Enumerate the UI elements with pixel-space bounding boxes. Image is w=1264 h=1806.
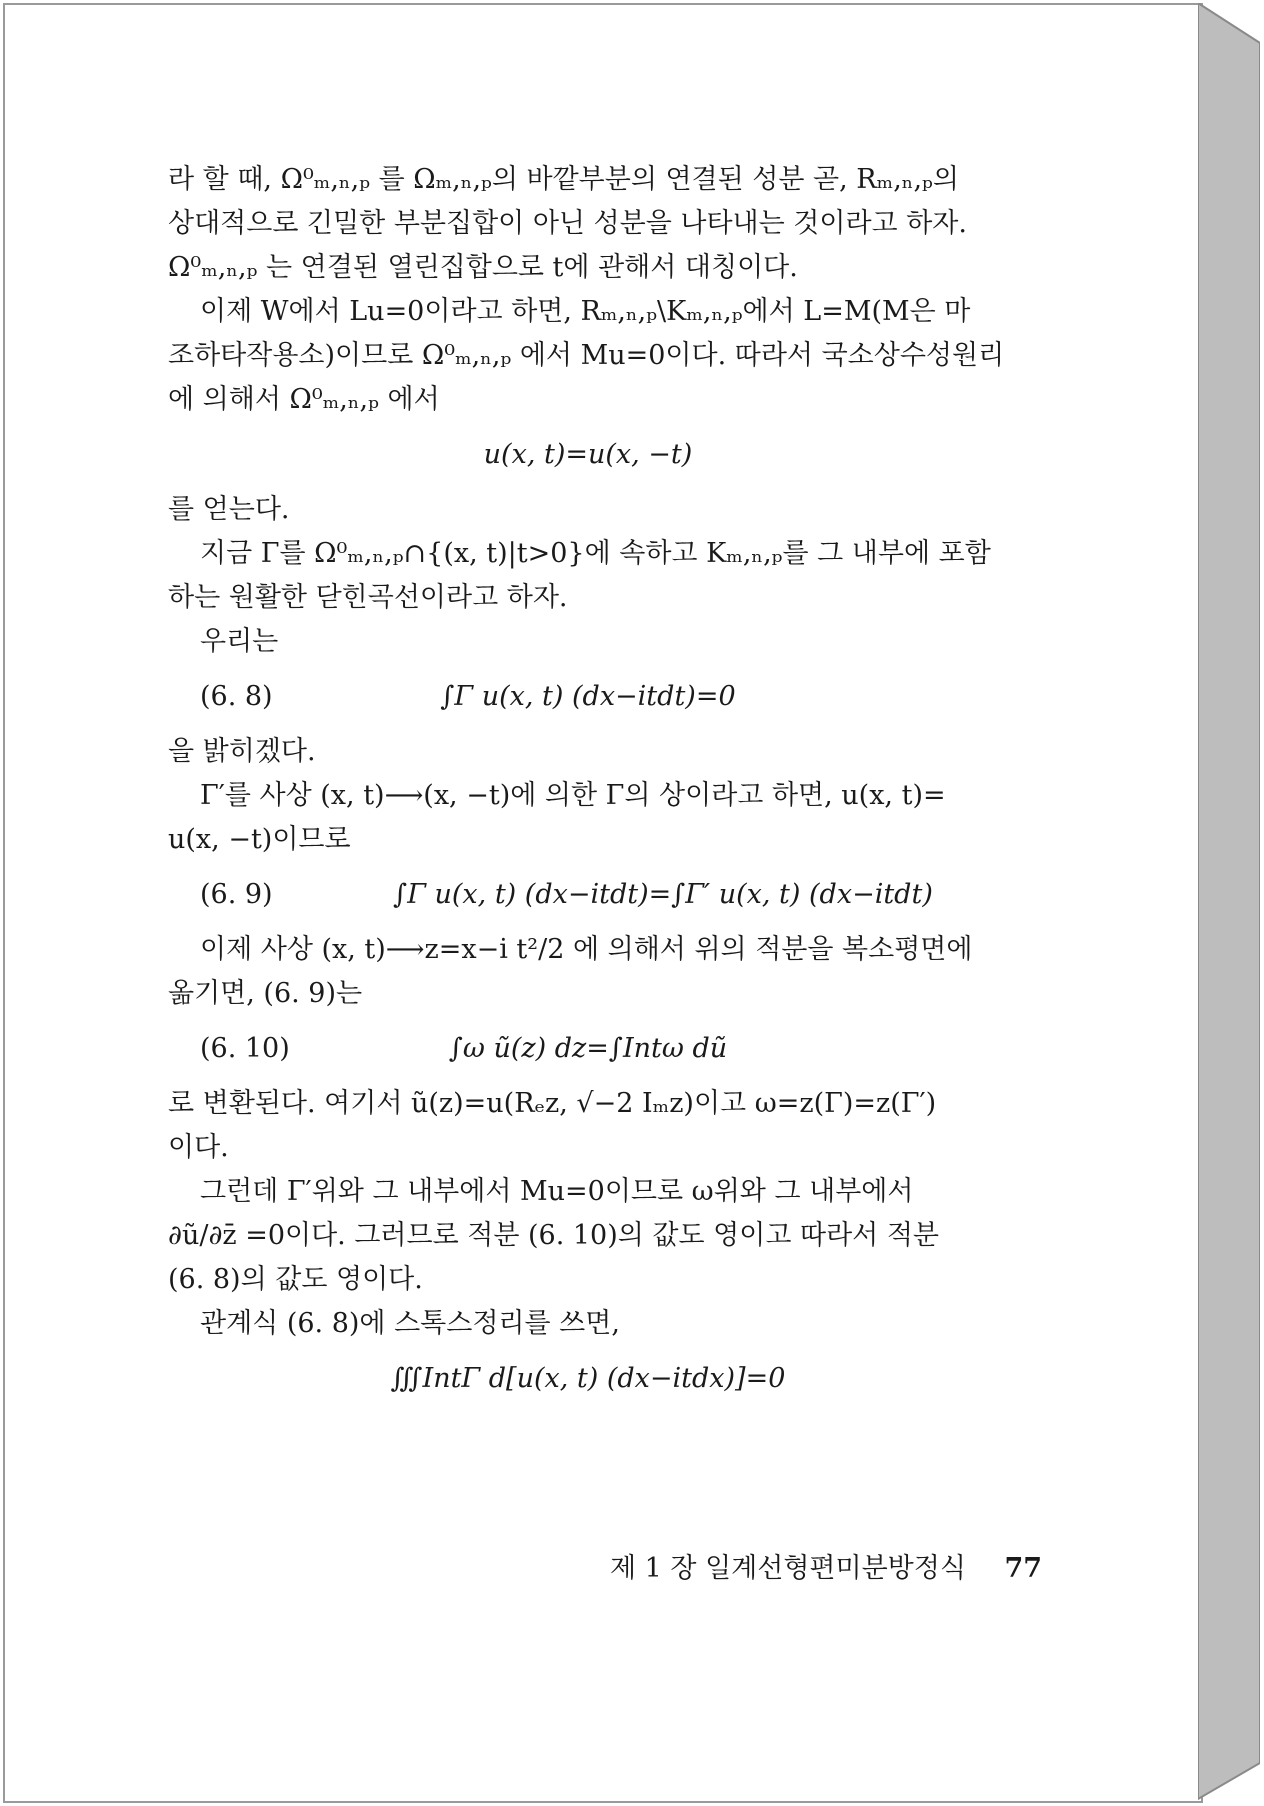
equation-number: (6. 9)	[200, 879, 273, 910]
page-number: 77	[1004, 1553, 1043, 1584]
equation-row	[168, 862, 1008, 928]
equation: ∫Γ u(x, t) (dx−itdt)=∫Γ′ u(x, t) (dx−itdt)	[393, 879, 933, 910]
text-line: (6. 8)의 값도 영이다.	[168, 1264, 423, 1295]
text-line: 그런데 Γ′위와 그 내부에서 Mu=0이므로 ω위와 그 내부에서	[200, 1176, 914, 1207]
equation: u(x, t)=u(x, −t)	[483, 439, 693, 470]
text-line: u(x, −t)이므로	[168, 824, 351, 855]
equation-row	[168, 664, 1008, 730]
text-line: 옮기면, (6. 9)는	[168, 978, 363, 1009]
equation-row	[168, 1346, 1008, 1412]
equation-number: (6. 10)	[200, 1033, 290, 1064]
text-line: 이제 W에서 Lu=0이라고 하면, Rₘ,ₙ,ₚ\Kₘ,ₙ,ₚ에서 L=M(M은 마	[200, 296, 971, 327]
text-line: 을 밝히겠다.	[168, 736, 316, 767]
text-line: 이제 사상 (x, t)⟶z=x−i t²/2 에 의해서 위의 적분을 복소평면에	[200, 934, 973, 965]
text-line: Γ′를 사상 (x, t)⟶(x, −t)에 의한 Γ의 상이라고 하면, u(x, t)=	[200, 780, 946, 811]
text-line: 하는 원활한 닫힌곡선이라고 하자.	[168, 582, 568, 613]
equation: ∭IntΓ d[u(x, t) (dx−itdx)]=0	[390, 1363, 786, 1394]
text-line: 이다.	[168, 1132, 229, 1163]
text-line: 에 의해서 Ω⁰ₘ,ₙ,ₚ 에서	[168, 384, 440, 415]
text-line: 를 얻는다.	[168, 494, 290, 525]
chapter-title: 제 1 장 일계선형편미분방정식	[610, 1553, 966, 1584]
equation: ∫ω ũ(z) dz=∫Intω dũ	[448, 1033, 728, 1064]
text-line: 조하타작용소)이므로 Ω⁰ₘ,ₙ,ₚ 에서 Mu=0이다. 따라서 국소상수성원리	[168, 340, 1005, 371]
equation: ∫Γ u(x, t) (dx−itdt)=0	[440, 681, 736, 712]
text-line: ∂ũ/∂z̄ =0이다. 그러므로 적분 (6. 10)의 값도 영이고 따라서 적분	[168, 1220, 940, 1251]
text-line: 라 할 때, Ω⁰ₘ,ₙ,ₚ 를 Ωₘ,ₙ,ₚ의 바깥부분의 연결된 성분 곧, Rₘ,ₙ,ₚ의	[168, 164, 959, 195]
page-spine-shape	[1198, 3, 1260, 1803]
equation-row	[168, 422, 1008, 488]
equation-number: (6. 8)	[200, 681, 273, 712]
text-line: 관계식 (6. 8)에 스톡스정리를 쓰면,	[200, 1308, 620, 1339]
text-line: 로 변환된다. 여기서 ũ(z)=u(Rₑz, √−2 Iₘz)이고 ω=z(Γ)=z(Γ′)	[168, 1088, 937, 1119]
text-line: 지금 Γ를 Ω⁰ₘ,ₙ,ₚ∩{(x, t)|t>0}에 속하고 Kₘ,ₙ,ₚ를 그 내부에 포함	[200, 538, 991, 569]
page-footer	[610, 1546, 1042, 1585]
text-line: 상대적으로 긴밀한 부분집합이 아닌 성분을 나타내는 것이라고 하자.	[168, 208, 967, 239]
page-content	[168, 158, 1008, 1412]
equation-row	[168, 1016, 1008, 1082]
text-line: 우리는	[200, 626, 279, 657]
text-line: Ω⁰ₘ,ₙ,ₚ 는 연결된 열린집합으로 t에 관해서 대칭이다.	[168, 252, 798, 283]
